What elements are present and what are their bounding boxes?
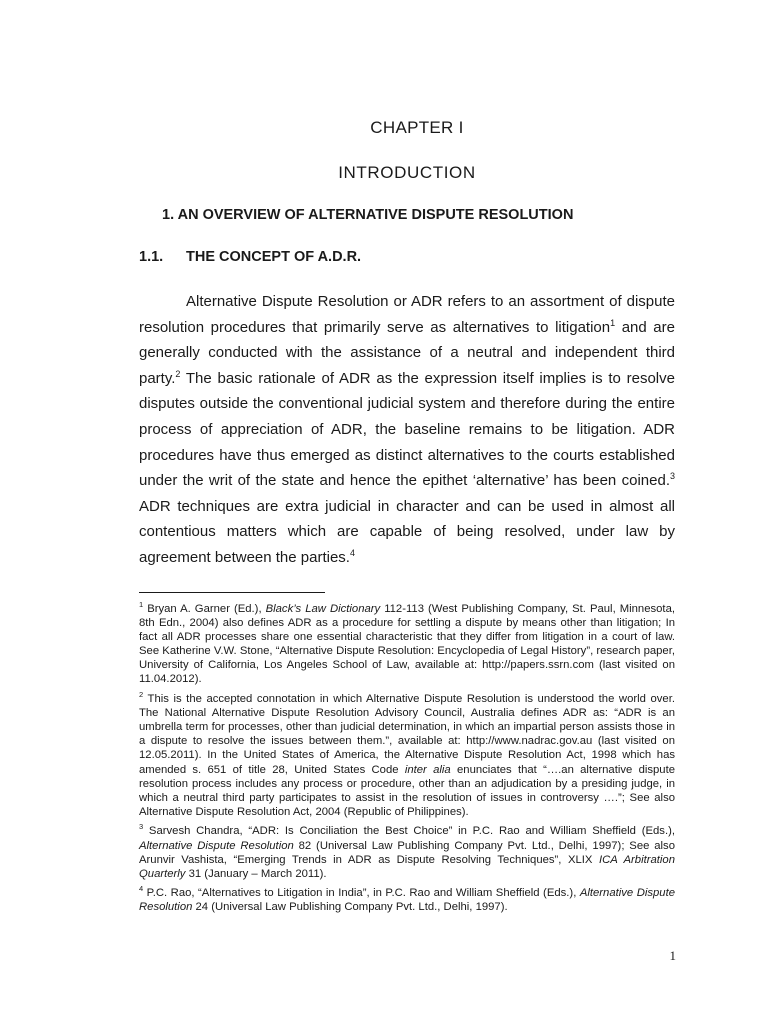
footnote-marker: 2 xyxy=(139,690,144,700)
footnote-ref-4[interactable]: 4 xyxy=(349,547,355,558)
subsection-title: THE CONCEPT OF A.D.R. xyxy=(186,249,362,265)
footnote-marker: 1 xyxy=(139,600,144,610)
footnote-text: 112-113 (West Publishing Company, St. Paul, Minnesota, 8th Edn., 2004) also defines ADR as a procedure for settling a dispute by means other than litigation; In fact all ADR processes share one essential characteristic that they differ from litigation in a court of law. See Katherine V.W. Stone, “Alternative Dispute Resolution: Encyclopedia of Legal History”, research paper, University of California, Los Angeles School of Law, available at: http://papers.ssrn.com (last visited on 11.04.2012). xyxy=(139,603,675,686)
paragraph-part-2: and are generally conducted with the assistance of a neutral and independent third party. xyxy=(139,318,675,387)
footnote-text: This is the accepted connotation in which Alternative Dispute Resolution is understood the world over. The National Alternative Dispute Resolution Advisory Council, Australia defines ADR as: “ADR is an umbrella term for processes, other than judicial determination, in which an impartial person assists those in a dispute to resolve the issues between them.”, available at: http://www.nadrac.gov.au (last visited on 12.05.2011). In the United States of America, the Alternative Dispute Resolution Act, 1998 which has amended s. 651 of title 28, United States Code xyxy=(139,693,675,776)
footnote-text: enunciates that “….an alternative dispute resolution process includes any process or procedure, other than an adjudication by a presiding judge, in which a neutral third party participates to assist in the resolution of issues in controversy ….”; See also Alternative Dispute Resolution Act, 2004 (Republic of Philippines). xyxy=(139,763,675,818)
section-title: AN OVERVIEW OF ALTERNATIVE DISPUTE RESOLUTION xyxy=(177,207,574,223)
footnote-ref-3[interactable]: 3 xyxy=(669,471,675,482)
footnote-italic: Alternative Dispute Resolution xyxy=(139,839,294,852)
body-paragraph xyxy=(139,289,675,571)
footnote-text: 82 (Universal Law Publishing Company Pvt. Ltd., Delhi, 1997); See also Arunvir Vashista, “Emerging Trends in ADR as Dispute Resolving Techniques”, XLIX xyxy=(139,839,675,866)
footnote-ref-2[interactable]: 2 xyxy=(175,368,181,379)
paragraph-part-4: ADR techniques are extra judicial in character and can be used in almost all contentious matters which are capable of being resolved, under law by agreement between the parties. xyxy=(139,497,675,566)
footnote-italic: Black’s Law Dictionary xyxy=(265,603,381,615)
page-number: 1 xyxy=(669,948,676,963)
chapter-title: INTRODUCTION xyxy=(338,163,476,182)
footnote-2 xyxy=(139,692,675,819)
footnote-text: Bryan A. Garner (Ed.), xyxy=(143,603,266,615)
footnotes xyxy=(139,602,675,920)
footnote-text: 31 (January – March 2011). xyxy=(185,867,327,880)
footnote-italic: ICA Arbitration Quarterly xyxy=(139,853,675,880)
subsection-number: 1.1. xyxy=(139,249,164,265)
footnote-marker: 4 xyxy=(139,884,144,894)
footnote-marker: 3 xyxy=(139,822,144,832)
paragraph-part-1: Alternative Dispute Resolution or ADR refers to an assortment of dispute resolution procedures that primarily serve as alternatives to litigation xyxy=(139,293,675,336)
footnote-3 xyxy=(139,824,675,880)
chapter-label: CHAPTER I xyxy=(370,118,464,137)
footnote-text: Sarvesh Chandra, “ADR: Is Conciliation the Best Choice” in P.C. Rao and William Sheffield (Eds.), xyxy=(143,825,675,838)
paragraph-part-3: The basic rationale of ADR as the expression itself implies is to resolve disputes outside the conventional judicial system and therefore during the entire process of appreciation of ADR, the baseline remains to be litigation. ADR procedures have thus emerged as distinct alternatives to the courts established under the writ of the state and hence the epithet ‘alternative’ has been coined. xyxy=(139,369,675,490)
footnote-4 xyxy=(139,886,675,914)
footnote-italic: Alternative Dispute Resolution xyxy=(139,887,675,914)
footnote-italic: inter alia xyxy=(404,763,451,776)
footnote-text: P.C. Rao, “Alternatives to Litigation in India”, in P.C. Rao and William Sheffield (Eds.), xyxy=(143,887,580,900)
footnote-text: 24 (Universal Law Publishing Company Pvt. Ltd., Delhi, 1997). xyxy=(192,901,508,914)
footnote-ref-1[interactable]: 1 xyxy=(610,317,616,328)
subsection-heading xyxy=(139,249,361,265)
footnote-1 xyxy=(139,602,675,687)
section-number: 1. xyxy=(162,207,175,223)
footnote-divider xyxy=(139,592,325,593)
section-heading xyxy=(162,207,573,223)
